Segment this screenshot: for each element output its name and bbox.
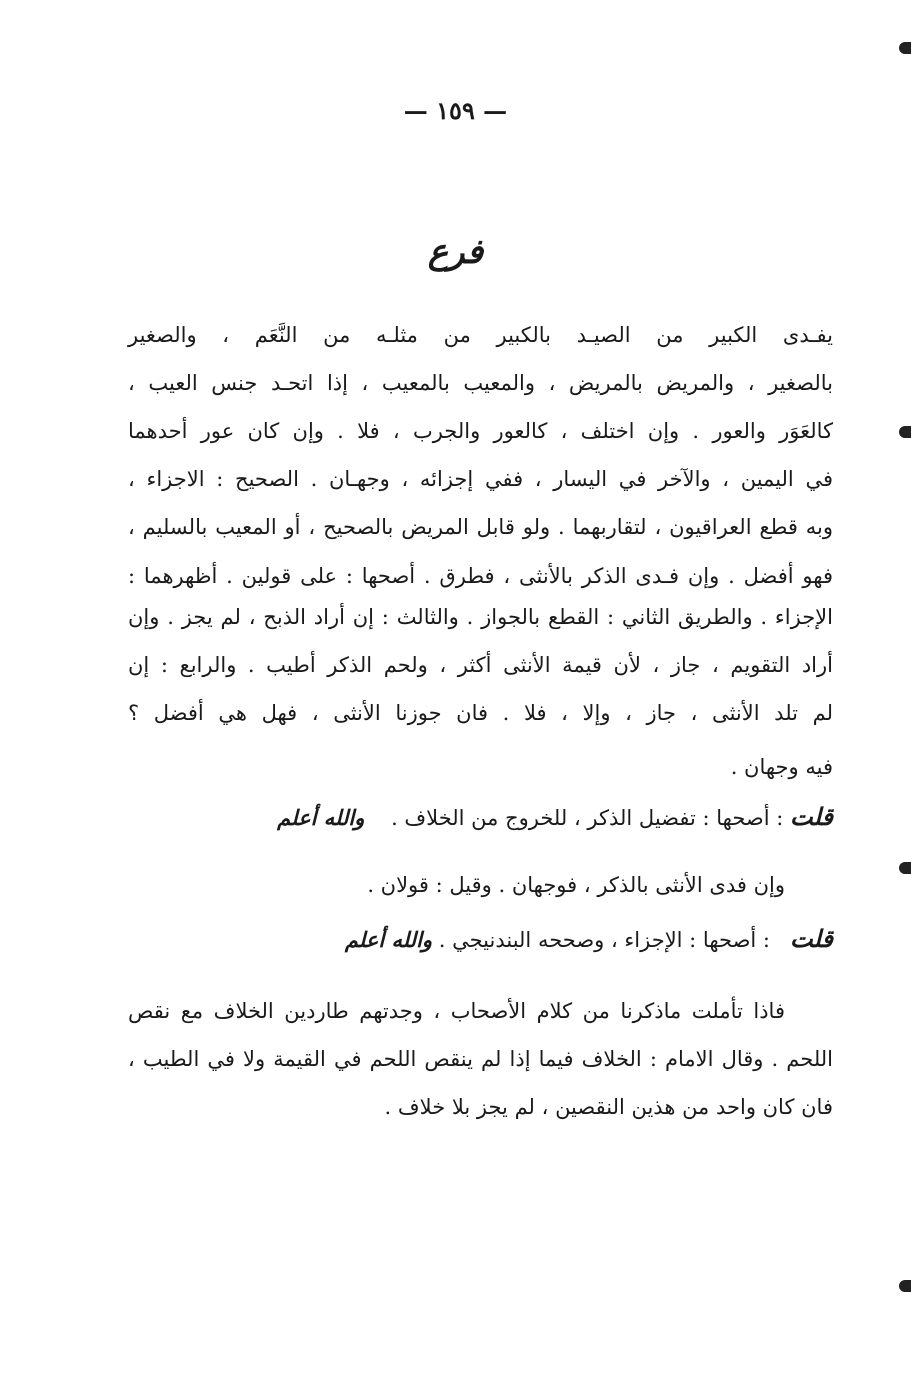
qalat1-closing: والله أعلم [277,805,365,830]
qalat1-line [277,800,833,835]
paragraph1-line-8: أراد التقويم ، جاز ، لأن قيمة الأنثى أكثر ، ولحم الذكر أطيب . والرابع : إن [128,653,833,677]
paragraph1-line-4: في اليمين ، والآخر في اليسار ، ففي إجزائه ، وجهـان . الصحيح : الاجزاء ، [128,467,833,491]
qalat1-label: قلت [790,802,833,831]
paragraph1-line-5: وبه قطع العراقيون ، لتقاربهما . ولو قابل المريض بالصحيح ، أو المعيب بالسليم ، [128,515,833,539]
section-title: فرع [427,232,484,272]
paragraph1-line-9: لم تلد الأنثى ، جاز ، وإلا ، فلا . فان جوزنا الأنثى ، فهل هي أفضل ؟ [128,701,833,725]
paragraph1-line-6: فهو أفضل . وإن فـدى الذكر بالأنثى ، فطرق . أصحها : على قولين . أظهرهما : [128,564,833,588]
qalat1-text: : أصحها : تفضيل الذكر ، للخروج من الخلاف . [391,806,784,830]
scan-edge-mark [899,426,911,438]
paragraph1-line-7: الإجزاء . والطريق الثاني : القطع بالجواز . والثالث : إن أراد الذبح ، لم يجز . وإن [128,605,833,629]
qalat2-closing: والله أعلم [344,927,433,952]
qalat2-label: قلت [790,924,833,953]
qalat2-line [345,922,833,957]
paragraph2-line-1: فاذا تأملت ماذكرنا من كلام الأصحاب ، وجدتهم طاردين الخلاف مع نقص [128,999,785,1023]
paragraph1-line-3: كالعَوَر والعور . وإن اختلف ، كالعور والجرب ، فلا . وإن كان عور أحدهما [128,419,833,443]
female-ransom-line: وإن فدى الأنثى بالذكر ، فوجهان . وقيل : قولان . [367,873,785,897]
paragraph2-line-2: اللحم . وقال الامام : الخلاف فيما إذا لم ينقص اللحم في القيمة ولا في الطيب ، [128,1047,833,1071]
scan-edge-mark [899,1280,911,1292]
paragraph2-line-3: فان كان واحد من هذين النقصين ، لم يجز بلا خلاف . [384,1095,833,1119]
qalat2-text: : أصحها : الإجزاء ، وصححه البندنيجي . [438,928,770,952]
paragraph1-line-2: بالصغير ، والمريض بالمريض ، والمعيب بالمعيب ، إذا اتحـد جنس العيب ، [128,371,833,395]
scan-edge-mark [899,862,911,874]
paragraph1-line-10: فيه وجهان . [730,755,833,779]
page-number: — ١٥٩ — [403,96,508,125]
scan-edge-mark [899,42,911,54]
paragraph1-line-1: يفـدى الكبير من الصيـد بالكبير من مثلـه من النَّعَم ، والصغير [128,323,833,347]
